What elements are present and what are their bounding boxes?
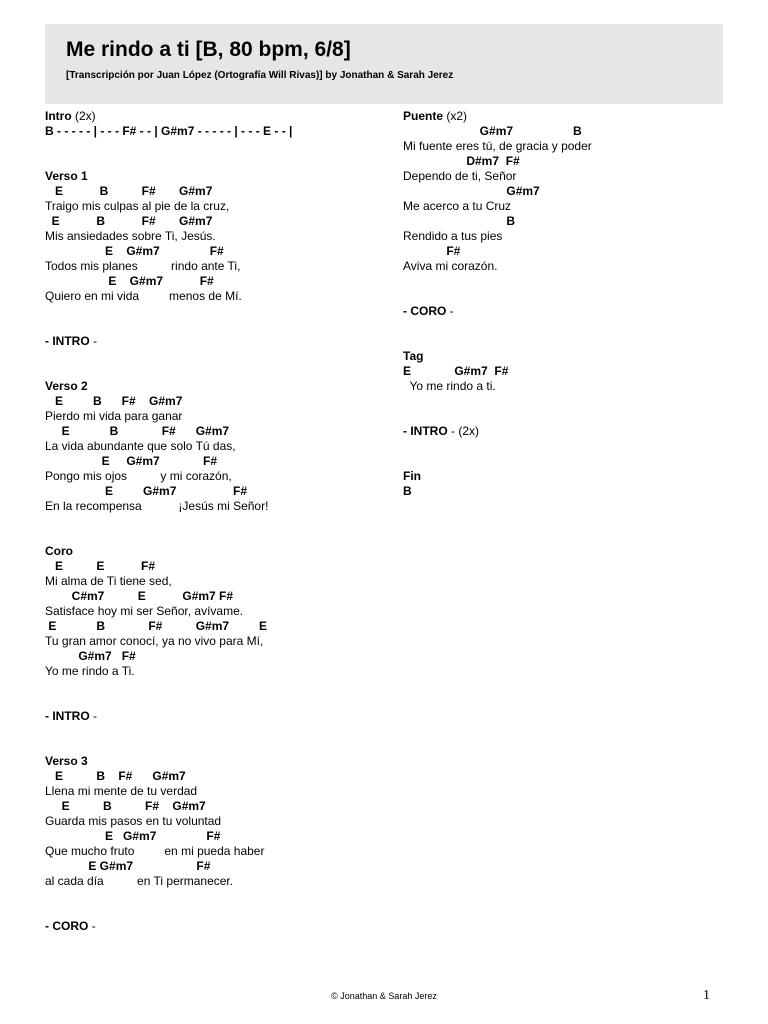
lyric-line: Aviva mi corazón. (403, 259, 498, 273)
tag-heading: Tag (403, 349, 424, 363)
lyric-line: Mis ansiedades sobre Ti, Jesús. (45, 229, 216, 243)
verso2-heading: Verso 2 (45, 379, 88, 393)
lyric-line: Traigo mis culpas al pie de la cruz, (45, 199, 230, 213)
lyric-line: Todos mis planes rindo ante Ti, (45, 259, 241, 273)
lyric-line: Yo me rindo a ti. (403, 379, 496, 393)
lyric-line: Dependo de ti, Señor (403, 169, 517, 183)
coro-heading: Coro (45, 544, 73, 558)
lyric-line: Quiero en mi vida menos de Mí. (45, 289, 242, 303)
right-column (403, 109, 723, 499)
verso3-heading: Verso 3 (45, 754, 88, 768)
intro-ref-dash: - (89, 334, 98, 348)
chord-line: G#m7 (403, 184, 540, 198)
verso1-heading: Verso 1 (45, 169, 88, 183)
chord-line: G#m7 F# (45, 649, 136, 663)
intro-ref-dash: - (89, 709, 98, 723)
song-title: Me rindo a ti [B, 80 bpm, 6/8] (66, 38, 351, 61)
lyric-line: Pierdo mi vida para ganar (45, 409, 183, 423)
intro-label: Intro (45, 109, 72, 123)
puente-heading (403, 109, 723, 124)
chord-line: B (403, 214, 516, 228)
chord-line: E B F# G#m7 E (45, 619, 268, 633)
lyric-line: La vida abundante que solo Tú das, (45, 439, 236, 453)
chord-line: E B F# G#m7 (45, 769, 186, 783)
fin-chord: B (403, 484, 412, 498)
coro-reference (45, 919, 385, 934)
lyric-line: Que mucho fruto en mi pueda haber (45, 844, 265, 858)
chord-line: E E F# (45, 559, 156, 573)
copyright-footer: © Jonathan & Sarah Jerez (331, 991, 437, 1001)
lyric-line: Llena mi mente de tu verdad (45, 784, 198, 798)
lyric-line: Me acerco a tu Cruz (403, 199, 512, 213)
intro-reference (45, 709, 385, 724)
intro-ref-label: - INTRO (45, 334, 90, 348)
lyric-line: Mi alma de Ti tiene sed, (45, 574, 172, 588)
chord-line: E G#m7 F# (45, 484, 248, 498)
lyric-line: Mi fuente eres tú, de gracia y poder (403, 139, 592, 153)
left-column (45, 109, 385, 934)
intro-reference (403, 424, 723, 439)
lyric-line: Rendido a tus pies (403, 229, 503, 243)
intro-ref-dash: - (2x) (447, 424, 480, 438)
intro-progression: B - - - - - | - - - F# - - | G#m7 - - - - - | - - - E - - | (45, 124, 293, 138)
chord-line: E G#m7 F# (45, 859, 211, 873)
intro-note: (2x) (71, 109, 96, 123)
coro-ref-dash: - (446, 304, 454, 318)
chord-line: E G#m7 F# (45, 244, 224, 258)
chord-line: E B F# G#m7 (45, 394, 183, 408)
lyric-line: Guarda mis pasos en tu voluntad (45, 814, 222, 828)
lyric-line: al cada día en Ti permanecer. (45, 874, 234, 888)
chord-line: E B F# G#m7 (45, 424, 230, 438)
coro-ref-dash: - (88, 919, 96, 933)
lyric-line: Yo me rindo a Ti. (45, 664, 135, 678)
lyric-line: En la recompensa ¡Jesús mi Señor! (45, 499, 269, 513)
chord-line: C#m7 E G#m7 F# (45, 589, 234, 603)
lyric-line: Satisface hoy mi ser Señor, avívame. (45, 604, 244, 618)
chord-line: E B F# G#m7 (45, 214, 213, 228)
chord-line: E G#m7 F# (45, 829, 221, 843)
chord-line: E G#m7 F# (45, 454, 218, 468)
chord-line: G#m7 B (403, 124, 582, 138)
chord-line: E B F# G#m7 (45, 799, 206, 813)
song-subtitle: [Transcripción por Juan López (Ortografía Will Rivas)] by Jonathan & Sarah Jerez (66, 70, 454, 81)
song-header (45, 24, 723, 104)
puente-label: Puente (403, 109, 444, 123)
intro-heading (45, 109, 385, 124)
chord-line: F# (403, 244, 461, 258)
intro-reference (45, 334, 385, 349)
chord-line: E G#m7 F# (403, 364, 509, 378)
coro-ref-label: - CORO (45, 919, 89, 933)
coro-reference (403, 304, 723, 319)
page-number: 1 (703, 988, 710, 1003)
intro-ref-label: - INTRO (403, 424, 448, 438)
intro-ref-label: - INTRO (45, 709, 90, 723)
chord-line: E B F# G#m7 (45, 184, 213, 198)
fin-heading: Fin (403, 469, 421, 483)
lyric-line: Tu gran amor conocí, ya no vivo para Mí, (45, 634, 264, 648)
coro-ref-label: - CORO (403, 304, 447, 318)
chord-line: D#m7 F# (403, 154, 520, 168)
puente-note: (x2) (443, 109, 468, 123)
chord-line: E G#m7 F# (45, 274, 214, 288)
lyric-line: Pongo mis ojos y mi corazón, (45, 469, 232, 483)
